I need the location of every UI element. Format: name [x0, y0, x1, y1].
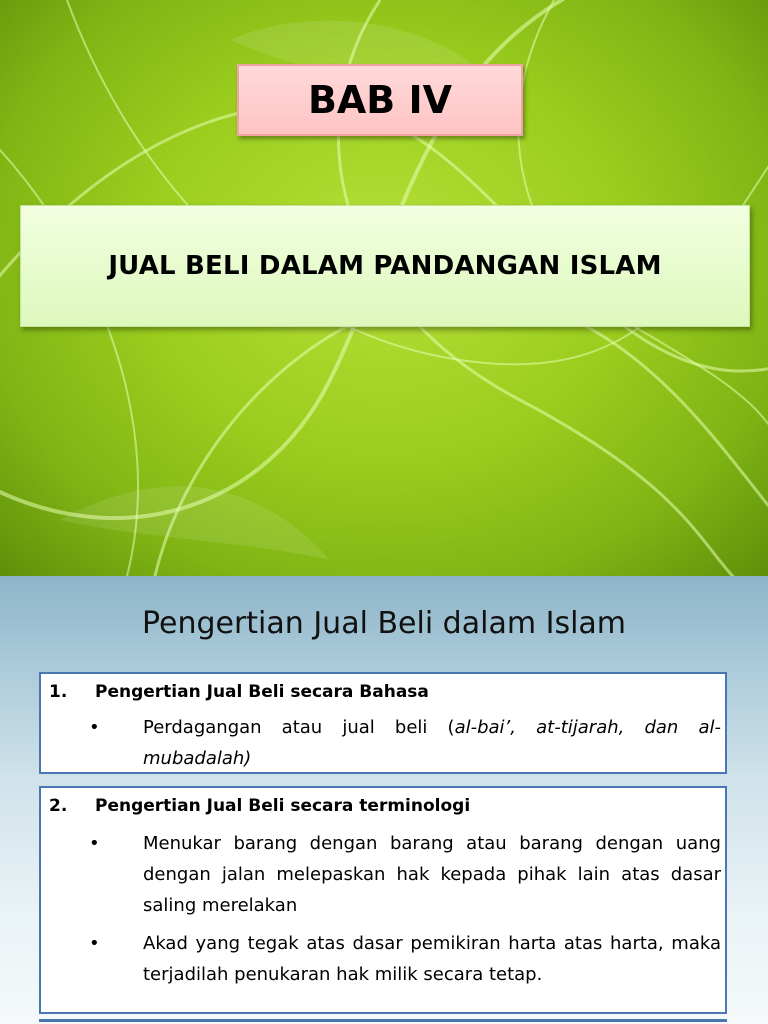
section-2-heading — [49, 796, 470, 816]
bullet-text-italic: al-bai’, at-tijarah, dan al-mubadalah) — [143, 717, 721, 769]
section-1-heading-text: Pengertian Jual Beli secara Bahasa — [95, 682, 429, 702]
slide-title-box — [20, 205, 750, 327]
bullet-icon: • — [89, 833, 100, 854]
next-panel-edge — [39, 1019, 727, 1022]
slide-title: JUAL BELI DALAM PANDANGAN ISLAM — [108, 251, 662, 281]
section-2-heading-text: Pengertian Jual Beli secara terminologi — [95, 796, 471, 816]
section-1-panel — [39, 672, 727, 774]
chapter-label: BAB IV — [307, 78, 453, 122]
chapter-label-box — [237, 64, 523, 136]
bullet-icon: • — [89, 933, 100, 954]
section-2-bullet-1-text: Menukar barang dengan barang atau barang dengan uang dengan jalan melepaskan hak kepada pihak lain atas dasar saling merelakan — [143, 833, 721, 916]
content-slide — [0, 576, 768, 1024]
section-1-number: 1. — [49, 682, 68, 702]
bullet-icon: • — [89, 717, 100, 738]
section-2-bullet-2-text: Akad yang tegak atas dasar pemikiran harta atas harta, maka terjadilah penukaran hak milik secara tetap. — [143, 933, 721, 985]
section-2-bullet-1 — [89, 828, 721, 924]
section-1-heading — [49, 682, 429, 702]
section-2-bullet-2 — [89, 928, 721, 992]
section-2-panel — [39, 786, 727, 1014]
section-2-number: 2. — [49, 796, 68, 816]
bullet-text-plain: Perdagangan atau jual beli ( — [143, 717, 455, 738]
section-1-bullet-text — [143, 712, 721, 774]
section-1-bullet — [89, 712, 721, 774]
content-slide-title: Pengertian Jual Beli dalam Islam — [141, 606, 627, 641]
